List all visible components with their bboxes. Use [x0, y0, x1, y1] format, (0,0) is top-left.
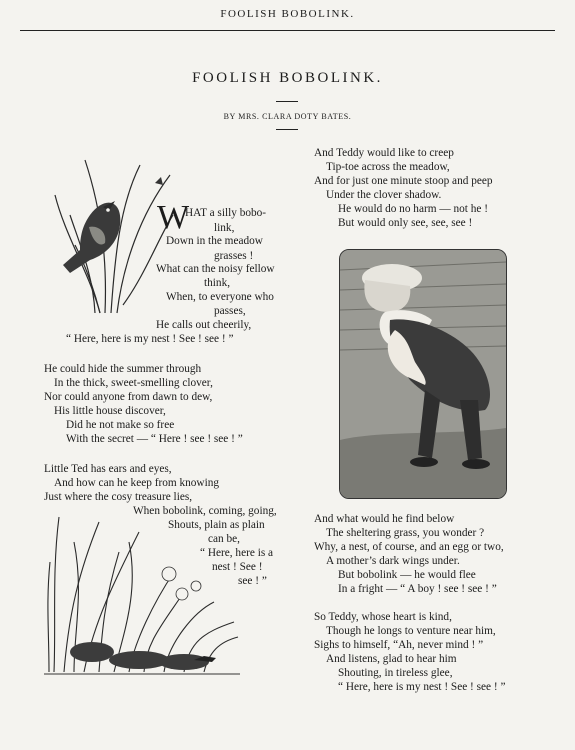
byline-divider: [276, 129, 298, 130]
stanza6-line: Shouting, in tireless glee,: [338, 667, 453, 679]
stanza3-line: “ Here, here is a: [200, 547, 274, 559]
meadow-grass-illustration: [44, 512, 240, 678]
stanza6-line: Though he longs to venture near him,: [326, 625, 496, 637]
stanza5-line: And what would he find below: [314, 513, 455, 525]
stanza4-line: Under the clover shadow.: [326, 189, 442, 201]
stanza5-line: Why, a nest, of course, and an egg or two,: [314, 541, 504, 553]
stanza4-line: And for just one minute stoop and peep: [314, 175, 493, 187]
stanza1-line: When, to everyone who: [166, 291, 274, 303]
stanza1-line: HAT a silly bobo-: [185, 207, 267, 219]
stanza1-line: passes,: [214, 305, 246, 317]
stanza3-line: Just where the cosy treasure lies,: [44, 491, 193, 503]
stanza6-line: “ Here, here is my nest ! See ! see ! ”: [338, 681, 506, 693]
drop-cap: W: [157, 199, 190, 236]
stanza3-line: When bobolink, coming, going,: [133, 505, 277, 517]
stanza5-line: The sheltering grass, you wonder ?: [326, 527, 485, 539]
stanza2-line: With the secret — “ Here ! see ! see ! ”: [66, 433, 243, 445]
stanza2-line: Nor could anyone from dawn to dew,: [44, 391, 213, 403]
header-rule: [20, 30, 555, 31]
stanza1-line: link,: [214, 222, 235, 234]
teddy-boy-drawing: [340, 250, 506, 498]
stanza6-line: So Teddy, whose heart is kind,: [314, 611, 452, 623]
stanza4-line: But would only see, see, see !: [338, 217, 473, 229]
stanza1-line: What can the noisy fellow: [156, 263, 275, 275]
stanza2-line: His little house discover,: [54, 405, 166, 417]
stanza1-line: “ Here, here is my nest ! See ! see ! ”: [66, 333, 234, 345]
stanza3-line: Little Ted has ears and eyes,: [44, 463, 172, 475]
stanza1-line: Down in the meadow: [166, 235, 263, 247]
stanza3-line: Shouts, plain as plain: [168, 519, 265, 531]
stanza3-line: can be,: [208, 533, 240, 545]
stanza6-line: And listens, glad to hear him: [326, 653, 457, 665]
stanza3-line: nest ! See !: [212, 561, 263, 573]
stanza3-line: And how can he keep from knowing: [54, 477, 220, 489]
bobolink-bird-illustration: [45, 155, 175, 315]
stanza1-line: He calls out cheerily,: [156, 319, 252, 331]
stanza2-line: In the thick, sweet-smelling clover,: [54, 377, 213, 389]
byline: BY MRS. CLARA DOTY BATES.: [223, 112, 352, 121]
stanza6-line: Sighs to himself, “Ah, never mind ! ”: [314, 639, 484, 651]
stanza5-line: But bobolink — he would flee: [338, 569, 476, 581]
stanza4-line: Tip-toe across the meadow,: [326, 161, 450, 173]
stanza5-line: A mother’s dark wings under.: [326, 555, 460, 567]
stanza3-line: see ! ”: [238, 575, 267, 587]
running-head: FOOLISH BOBOLINK.: [220, 8, 355, 20]
stanza5-line: In a fright — “ A boy ! see ! see ! ”: [338, 583, 497, 595]
stanza1-line: think,: [204, 277, 231, 289]
title-divider: [276, 101, 298, 102]
stanza4-line: And Teddy would like to creep: [314, 147, 454, 159]
stanza2-line: He could hide the summer through: [44, 363, 202, 375]
poem-title: FOOLISH BOBOLINK.: [192, 70, 383, 86]
teddy-boy-illustration: [339, 249, 507, 499]
stanza1-line: grasses !: [214, 250, 254, 262]
stanza2-line: Did he not make so free: [66, 419, 175, 431]
stanza4-line: He would do no harm — not he !: [338, 203, 488, 215]
